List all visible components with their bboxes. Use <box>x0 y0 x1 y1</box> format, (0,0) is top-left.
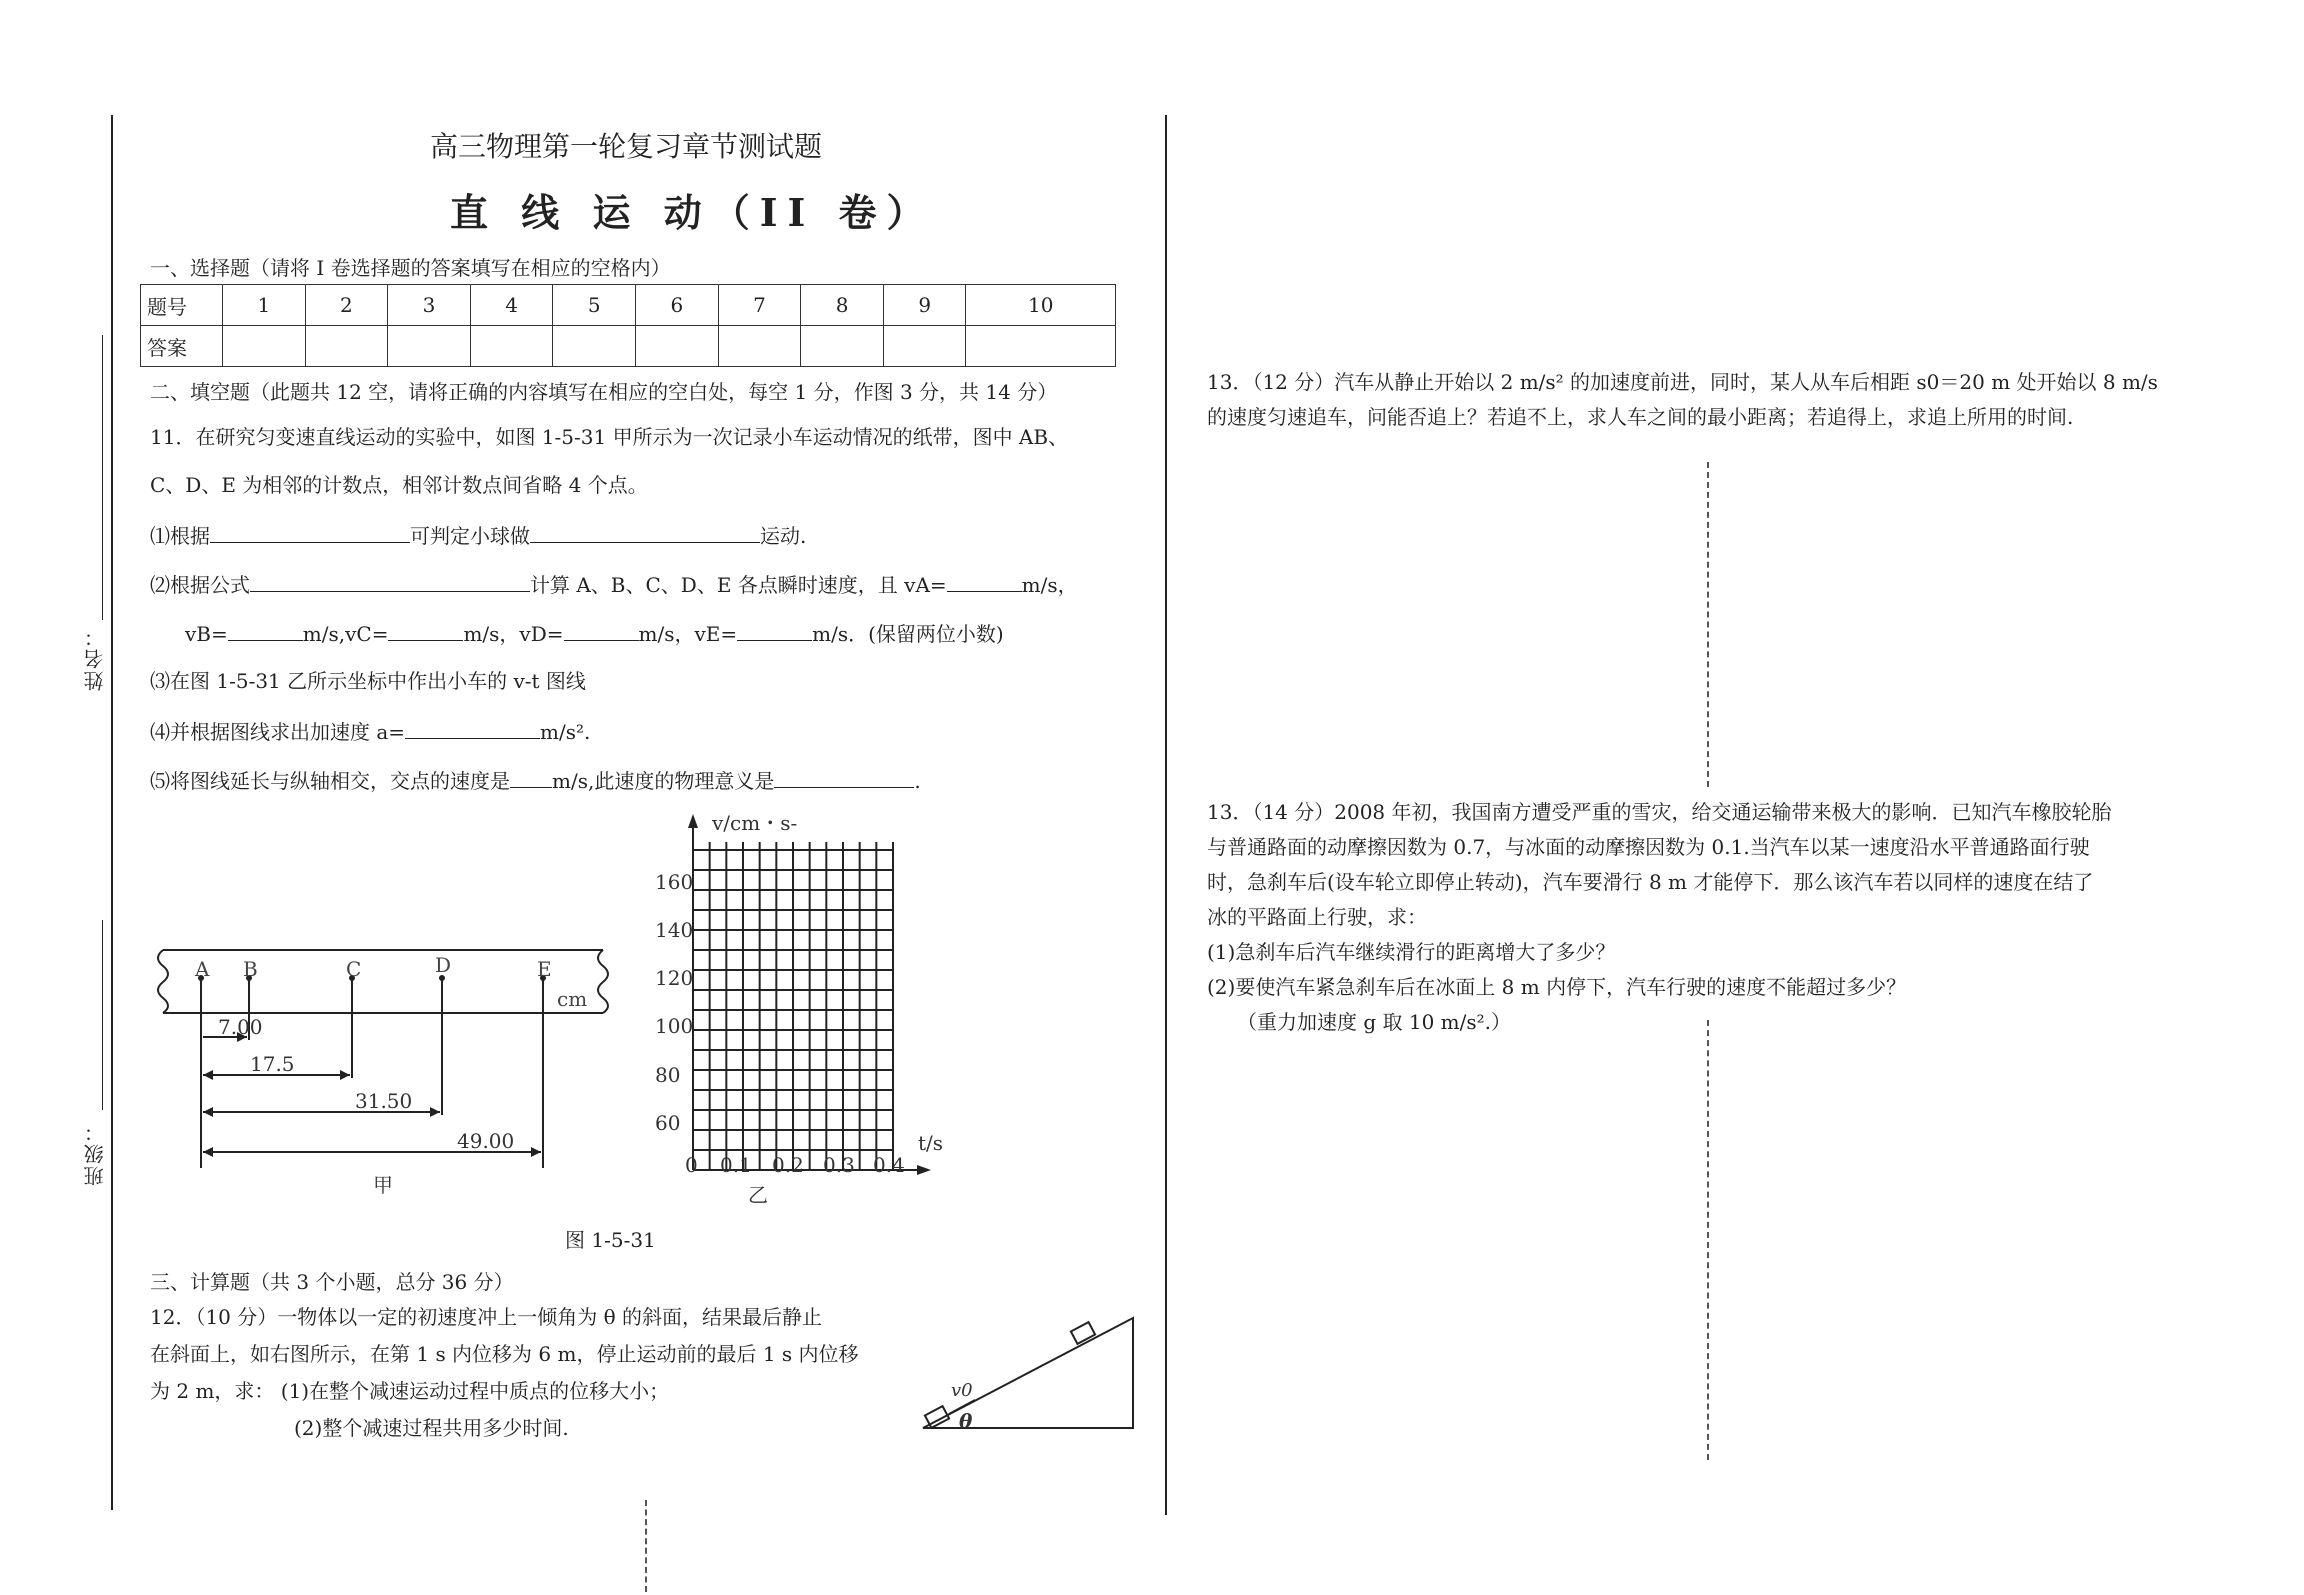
blank-vE[interactable] <box>737 620 812 641</box>
question-number-cell: 4 <box>470 285 553 326</box>
tape-label-A: A <box>195 957 210 981</box>
x-axis-arrow <box>917 1165 931 1175</box>
answer-cell[interactable] <box>553 326 636 367</box>
blank-motion-type[interactable] <box>530 522 760 543</box>
q11-line2: C、D、E 为相邻的计数点，相邻计数点间省略 4 个点。 <box>150 473 648 497</box>
q13a-line1: 13．（12 分）汽车从静止开始以 2 m/s² 的加速度前进，同时，某人从车后相距 s0＝20 m 处开始以 8 m/s <box>1207 370 2158 394</box>
tape-caption: 甲 <box>373 1173 393 1197</box>
q11-part4: ⑷并根据图线求出加速度 a= m/s². <box>150 720 591 744</box>
class-field-line <box>102 920 103 1110</box>
question-number-cell: 9 <box>883 285 966 326</box>
section1-heading: 一、选择题（请将 I 卷选择题的答案填写在相应的空格内） <box>150 256 671 280</box>
answer-table <box>140 284 1116 367</box>
answer-cell[interactable] <box>470 326 553 367</box>
question-number-cell: 5 <box>553 285 636 326</box>
fold-dash-right-1 <box>1707 462 1709 787</box>
x-tick-0.1: 0.1 <box>720 1153 752 1177</box>
answer-table-header-row <box>141 285 1116 326</box>
x-tick-0.3: 0.3 <box>823 1153 855 1177</box>
distance-AE: 49.00 <box>457 1129 515 1153</box>
x-tick-0.2: 0.2 <box>772 1153 804 1177</box>
arrowhead-AD <box>430 1107 440 1117</box>
blank-intercept[interactable] <box>510 767 552 788</box>
distance-AB: 7.00 <box>218 1015 263 1039</box>
arrowhead-A2 <box>203 1107 213 1117</box>
answer-cell[interactable] <box>305 326 388 367</box>
q13b-line1: 13．（14 分）2008 年初，我国南方遭受严重的雪灾，给交通运输带来极大的影响．已知汽车橡胶轮胎 <box>1207 800 2112 824</box>
left-margin-line <box>111 115 113 1510</box>
x-axis-label: t/s <box>918 1131 944 1155</box>
blank-vA[interactable] <box>947 571 1022 592</box>
answer-cell[interactable] <box>636 326 719 367</box>
exam-subtitle: 高三物理第一轮复习章节测试题 <box>430 130 823 163</box>
class-label: 班级： <box>83 1120 107 1186</box>
question-number-cell: 1 <box>223 285 306 326</box>
q11-part3: ⑶在图 1-5-31 乙所示坐标中作出小车的 v-t 图线 <box>150 669 586 693</box>
table-row-label: 题号 <box>141 285 223 326</box>
q13b-line4: 冰的平路面上行驶，求： <box>1207 905 1427 929</box>
answer-cell[interactable] <box>223 326 306 367</box>
vt-graph <box>640 810 970 1220</box>
blank-formula[interactable] <box>250 571 530 592</box>
question-number-cell: 2 <box>305 285 388 326</box>
y-tick-60: 60 <box>655 1111 681 1135</box>
y-tick-140: 140 <box>655 918 694 942</box>
q13b-line2: 与普通路面的动摩擦因数为 0.7，与冰面的动摩擦因数为 0.1.当汽车以某一速度沿水平普通路面行驶 <box>1207 835 2090 859</box>
tape-diagram <box>145 930 625 1200</box>
section2-heading: 二、填空题（此题共 12 空，请将正确的内容填写在相应的空白处，每空 1 分，作图 3 分，共 14 分） <box>150 380 1058 404</box>
tape-label-C: C <box>346 957 362 981</box>
answer-cell[interactable] <box>883 326 966 367</box>
q12-line2: 在斜面上，如右图所示，在第 1 s 内位移为 6 m，停止运动前的最后 1 s 内位移 <box>150 1342 859 1366</box>
arrowhead-AE <box>531 1147 541 1157</box>
fold-dash-bottom <box>645 1500 647 1592</box>
question-number-cell: 8 <box>801 285 884 326</box>
q12-line4: (2)整个减速过程共用多少时间. <box>294 1416 569 1440</box>
y-tick-120: 120 <box>655 966 694 990</box>
tape-label-B: B <box>243 957 258 981</box>
fold-dash-right-2 <box>1707 1020 1709 1460</box>
q11-part2-line1: ⑵根据公式 计算 A、B、C、D、E 各点瞬时速度，且 vA= m/s， <box>150 573 1078 597</box>
question-number-cell: 10 <box>966 285 1116 326</box>
vt-caption: 乙 <box>748 1183 768 1207</box>
exam-title: 直 线 运 动（II 卷） <box>450 190 935 235</box>
tape-unit: cm <box>557 987 588 1011</box>
q13b-line7: （重力加速度 g 取 10 m/s².） <box>1237 1010 1512 1034</box>
question-number-cell: 6 <box>636 285 719 326</box>
v0-label: v0 <box>951 1380 973 1401</box>
q13b-line6: (2)要使汽车紧急刹车后在冰面上 8 m 内停下，汽车行驶的速度不能超过多少？ <box>1207 975 1907 999</box>
name-field-line <box>102 335 103 620</box>
q11-part2-line2: vB= m/s,vC= m/s，vD= m/s，vE= m/s．(保留两位小数) <box>185 622 1004 646</box>
answer-cell[interactable] <box>388 326 471 367</box>
distance-AD: 31.50 <box>355 1089 413 1113</box>
tape-left-break <box>158 950 168 1013</box>
q13b-line5: (1)急刹车后汽车继续滑行的距离增大了多少？ <box>1207 940 1616 964</box>
blank-vB[interactable] <box>228 620 303 641</box>
q11-line1: 11．在研究匀变速直线运动的实验中，如图 1-5-31 甲所示为一次记录小车运动情况的纸带，图中 AB、 <box>150 425 1069 449</box>
answer-table-answer-row <box>141 326 1116 367</box>
q11-part1: ⑴根据 可判定小球做 运动. <box>150 524 807 548</box>
arrowhead-A3 <box>203 1147 213 1157</box>
center-divider-line <box>1165 115 1167 1515</box>
x-tick-0.4: 0.4 <box>873 1153 905 1177</box>
tape-right-break <box>598 950 608 1013</box>
distance-AC: 17.5 <box>250 1052 295 1076</box>
y-axis-arrow <box>688 814 698 828</box>
theta-label: θ <box>959 1409 973 1433</box>
figure-caption: 图 1-5-31 <box>565 1228 656 1252</box>
table-row-label: 答案 <box>141 326 223 367</box>
blank-basis[interactable] <box>210 522 410 543</box>
blank-meaning[interactable] <box>774 767 914 788</box>
tape-label-D: D <box>435 953 452 977</box>
y-axis-label: v/cm・s- <box>712 811 798 835</box>
blank-vC[interactable] <box>388 620 463 641</box>
x-tick-0: 0 <box>685 1153 698 1177</box>
q13b-line3: 时，急刹车后(设车轮立即停止转动)，汽车要滑行 8 m 才能停下．那么该汽车若以同样的速度在结了 <box>1207 870 2094 894</box>
answer-cell[interactable] <box>801 326 884 367</box>
q12-line3: 为 2 m，求： (1)在整个减速运动过程中质点的位移大小； <box>150 1379 670 1403</box>
arrowhead-AC <box>340 1070 350 1080</box>
answer-cell[interactable] <box>718 326 801 367</box>
tape-label-E: E <box>537 957 552 981</box>
question-number-cell: 3 <box>388 285 471 326</box>
y-tick-80: 80 <box>655 1063 681 1087</box>
y-tick-100: 100 <box>655 1014 694 1038</box>
q11-part5: ⑸将图线延长与纵轴相交，交点的速度是 m/s,此速度的物理意义是 . <box>150 769 921 793</box>
name-label: 姓名： <box>83 625 107 691</box>
y-tick-160: 160 <box>655 870 694 894</box>
blank-vD[interactable] <box>564 620 639 641</box>
grid-lines <box>693 842 893 1170</box>
section3-heading: 三、计算题（共 3 个小题，总分 36 分） <box>150 1270 514 1294</box>
question-number-cell: 7 <box>718 285 801 326</box>
q13a-line2: 的速度匀速追车，问能否追上？若追不上，求人车之间的最小距离；若追得上，求追上所用的时间. <box>1207 405 2074 429</box>
blank-acceleration[interactable] <box>405 718 540 739</box>
answer-cell[interactable] <box>966 326 1116 367</box>
arrowhead-A1 <box>203 1070 213 1080</box>
q12-line1: 12．（10 分）一物体以一定的初速度冲上一倾角为 θ 的斜面，结果最后静止 <box>150 1305 823 1329</box>
incline-diagram <box>915 1310 1140 1440</box>
